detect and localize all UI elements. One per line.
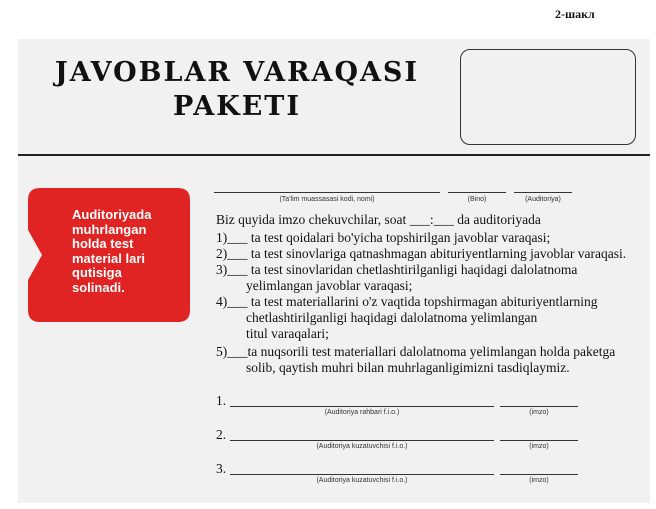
notice-line: muhrlangan [72,221,147,237]
signature-name-caption: (Auditoriya kuzatuvchisi f.i.o.) [316,443,408,450]
statement-intro: Biz quyida imzo chekuvchilar, soat ___:___ da auditoriyada [216,212,541,227]
room-caption: (Auditoriya) [525,196,561,203]
building-field[interactable] [448,192,506,193]
statement-item: 2)___ ta test sinovlariga qatnashmagan abituriyentlarning javoblar varaqasi. [216,246,627,261]
signature-field[interactable] [500,406,578,407]
signature-number: 3. [216,461,227,476]
statement-item-continued: titul varaqalari; [246,326,329,341]
institution-field[interactable] [214,192,440,193]
signature-name-caption: (Auditoriya kuzatuvchisi f.i.o.) [316,477,408,484]
statement-item: 1)___ ta test qoidalari bo'yicha topshirilgan javoblar varaqasi; [216,230,551,245]
title-line-1: JAVOBLAR VARAQASI [54,57,420,88]
signature-number: 2. [216,427,227,442]
statement-item: 5)___ta nuqsorili test materiallari dalolatnoma yelimlangan holda paketga [216,344,616,359]
signature-name-field[interactable] [230,474,494,475]
notice-line: qutisiga [72,265,122,280]
page-title [18,56,456,124]
notice-box [28,188,190,322]
signature-field[interactable] [500,440,578,441]
room-field[interactable] [514,192,572,193]
signature-field[interactable] [500,474,578,475]
notice-text [72,208,184,295]
signature-number: 1. [216,393,227,408]
form-number-label: 2-шакл [555,7,595,21]
building-caption: (Bino) [467,196,487,203]
notice-line: material lari [72,250,145,266]
notice-line: holda test [72,236,134,251]
notice-line: Auditoriyada [72,207,152,222]
signature-caption: (imzo) [529,409,549,416]
signature-name-field[interactable] [230,440,494,441]
title-line-2: PAKETI [172,91,302,122]
header-divider [18,154,650,156]
statement-item: 3)___ ta test sinovlaridan chetlashtirilganligi haqidagi dalolatnoma [216,262,578,277]
notice-line: solinadi. [72,279,125,295]
signature-name-caption: (Auditoriya rahbari f.i.o.) [324,409,400,416]
signature-name-field[interactable] [230,406,494,407]
statement-item-continued: yelimlangan javoblar varaqasi; [246,278,413,293]
stamp-box [460,49,636,145]
statement-item-continued: solib, qaytish muhri bilan muhrlaganligimizni tasdiqlaymiz. [246,360,570,375]
signature-caption: (imzo) [529,443,549,450]
institution-caption: (Ta'lim muassasasi kodi, nomi) [279,196,375,203]
statement-item-continued: chetlashtirilganligi haqidagi dalolatnoma yelimlangan [246,310,538,325]
statement-item: 4)___ ta test materiallarini o'z vaqtida topshirmagan abituriyentlarning [216,294,598,309]
signature-caption: (imzo) [529,477,549,484]
